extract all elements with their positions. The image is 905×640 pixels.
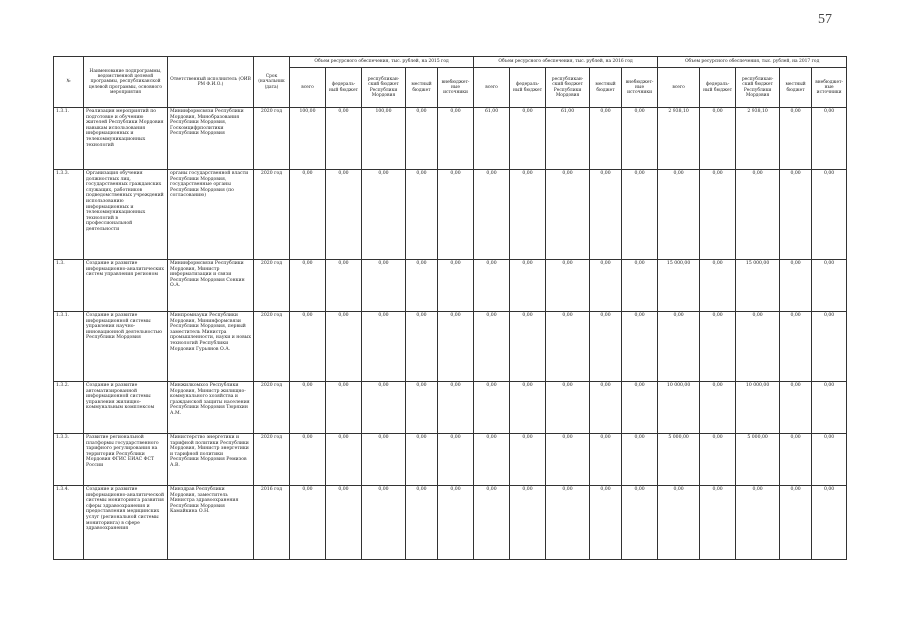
header-group-2017: Объем ресурсного обеспечения, тыс. рублей, на 2017 год [658, 57, 847, 68]
row-number: 1.3.4. [54, 486, 84, 560]
row-value: 0,00 [406, 486, 438, 560]
table-row [54, 108, 847, 170]
row-responsible: Минпромнауки Республики Мордовия, Мининформсвязи Республики Мордовия, первый заместитель Министра промышленности, науки и новых технологий Республики Мордовия Гурьянов О.А. [168, 312, 254, 382]
row-value: 0,00 [736, 312, 780, 382]
header-sub: республикан-ский бюджет Республики Мордовия [546, 68, 590, 108]
row-value: 0,00 [658, 170, 700, 260]
row-value: 0,00 [780, 170, 812, 260]
row-value: 0,00 [510, 486, 546, 560]
row-value: 0,00 [362, 260, 406, 312]
row-value: 0,00 [780, 108, 812, 170]
row-value: 0,00 [326, 260, 362, 312]
header-name: Наименование подпрограммы, ведомственной целевой программы, республиканской целевой программы, основного мероприятия [84, 57, 168, 108]
row-name: Создание и развитие информационно-аналитической системы мониторинга развития сферы здравоохранения и предоставления медицинских услуг (региональной системы мониторинга) в сфере здравоохранения [84, 486, 168, 560]
row-name: Создание и развитие информационной системы управления научно-инновационной деятельностью Республики Мордовия [84, 312, 168, 382]
row-value: 0,00 [362, 434, 406, 486]
row-value: 0,00 [780, 312, 812, 382]
row-value: 0,00 [406, 382, 438, 434]
row-number: 1.3.1. [54, 312, 84, 382]
row-value: 0,00 [700, 434, 736, 486]
header-sub: местный бюджет [780, 68, 812, 108]
row-value: 0,00 [622, 434, 658, 486]
row-value: 0,00 [290, 312, 326, 382]
row-value: 0,00 [812, 312, 847, 382]
row-value: 0,00 [622, 486, 658, 560]
row-number: 1.3.2. [54, 382, 84, 434]
row-value: 0,00 [812, 434, 847, 486]
header-sub: внебюджет-ные источники [622, 68, 658, 108]
row-value: 0,00 [546, 260, 590, 312]
row-value: 5 000,00 [736, 434, 780, 486]
row-value: 0,00 [812, 260, 847, 312]
row-value: 0,00 [812, 486, 847, 560]
row-value: 0,00 [546, 486, 590, 560]
row-value: 0,00 [438, 108, 474, 170]
row-value: 15 000,00 [658, 260, 700, 312]
row-value: 0,00 [406, 260, 438, 312]
row-value: 0,00 [622, 108, 658, 170]
row-value: 0,00 [780, 260, 812, 312]
row-number: 1.3.1. [54, 108, 84, 170]
row-value: 0,00 [474, 260, 510, 312]
header-sub: федераль-ный бюджет [700, 68, 736, 108]
row-value: 0,00 [474, 312, 510, 382]
header-group-2015: Объем ресурсного обеспечения, тыс. рублей, на 2015 год [290, 57, 474, 68]
row-value: 0,00 [290, 382, 326, 434]
row-value: 0,00 [622, 312, 658, 382]
row-value: 0,00 [812, 382, 847, 434]
row-value: 0,00 [546, 312, 590, 382]
header-term: Срок (начальник (дата) [254, 57, 290, 108]
row-value: 0,00 [590, 260, 622, 312]
row-value: 0,00 [812, 108, 847, 170]
header-no: № [54, 57, 84, 108]
row-term: 2020 год [254, 260, 290, 312]
row-value: 0,00 [658, 486, 700, 560]
table-row [54, 434, 847, 486]
header-sub: всего [290, 68, 326, 108]
row-value: 10 000,00 [736, 382, 780, 434]
row-value: 0,00 [326, 170, 362, 260]
row-value: 0,00 [362, 486, 406, 560]
row-value: 0,00 [438, 312, 474, 382]
row-value: 0,00 [736, 170, 780, 260]
row-value: 0,00 [622, 170, 658, 260]
row-name: Реализация мероприятий по подготовке и обучению жителей Республики Мордовия навыкам использования информационных и телекоммуникационных технологий [84, 108, 168, 170]
row-value: 0,00 [474, 486, 510, 560]
header-group-2016: Объем ресурсного обеспечения, тыс. рублей, на 2016 год [474, 57, 658, 68]
row-value: 0,00 [474, 382, 510, 434]
row-term: 2020 год [254, 108, 290, 170]
row-value: 0,00 [326, 312, 362, 382]
header-sub: местный бюджет [406, 68, 438, 108]
row-responsible: органы государственной власти Республики Мордовия, государственные органы Республики Мордовия (по согласованию) [168, 170, 254, 260]
table-row [54, 170, 847, 260]
header-sub: внебюджет-ные источники [812, 68, 847, 108]
row-value: 0,00 [780, 486, 812, 560]
row-value: 0,00 [590, 486, 622, 560]
row-responsible: Минжилкомхоз Республики Мордовия, Министр жилищно-коммунального хозяйства и гражданской защиты населения Республики Мордовия Тюряхин А.М. [168, 382, 254, 434]
table-row [54, 382, 847, 434]
row-value: 0,00 [406, 312, 438, 382]
row-value: 0,00 [546, 170, 590, 260]
row-value: 0,00 [546, 434, 590, 486]
row-value: 0,00 [590, 108, 622, 170]
row-responsible: Министерство энергетики и тарифной политики Республики Мордовия, Министр энергетики и тарифной политики Республики Мордовия Ремизов А.В. [168, 434, 254, 486]
row-value: 0,00 [622, 260, 658, 312]
row-value: 100,00 [362, 108, 406, 170]
header-sub: местный бюджет [590, 68, 622, 108]
row-value: 0,00 [510, 434, 546, 486]
row-value: 0,00 [700, 382, 736, 434]
header-sub: федераль-ный бюджет [510, 68, 546, 108]
table-header [54, 57, 847, 108]
row-value: 0,00 [362, 382, 406, 434]
row-value: 2 938,10 [658, 108, 700, 170]
row-value: 0,00 [590, 170, 622, 260]
row-value: 100,00 [290, 108, 326, 170]
row-number: 1.3.3. [54, 434, 84, 486]
row-value: 0,00 [658, 312, 700, 382]
row-value: 0,00 [510, 108, 546, 170]
row-value: 61,00 [474, 108, 510, 170]
row-value: 0,00 [780, 434, 812, 486]
row-value: 0,00 [546, 382, 590, 434]
row-value: 0,00 [438, 486, 474, 560]
row-term: 2016 год [254, 486, 290, 560]
row-value: 0,00 [406, 108, 438, 170]
row-value: 0,00 [590, 382, 622, 434]
row-value: 0,00 [326, 434, 362, 486]
row-term: 2020 год [254, 382, 290, 434]
table-body [54, 108, 847, 560]
row-value: 0,00 [700, 486, 736, 560]
row-name: Создание и развитие автоматизированной информационной системы управления жилищно-коммунальным комплексом [84, 382, 168, 434]
table-row [54, 260, 847, 312]
row-name: Организация обучения должностных лиц, государственных гражданских служащих, работников подведомственных учреждений использованию информационных и телекоммуникационных технологий в профессиональной деятельности [84, 170, 168, 260]
row-value: 0,00 [290, 486, 326, 560]
row-responsible: Мининформсвязи Республики Мордовия, Минобразования Республики Мордовия, Госкомцифрполитики Республики Мордовия [168, 108, 254, 170]
row-name: Создание и развитие информационно-аналитических систем управления регионом [84, 260, 168, 312]
row-name: Развитие региональной платформы государственного тарифного регулирования на территории Республики Мордовия ФГИС ЕИАС ФСТ России [84, 434, 168, 486]
row-term: 2020 год [254, 434, 290, 486]
row-value: 0,00 [510, 260, 546, 312]
row-number: 1.3.3. [54, 170, 84, 260]
row-value: 0,00 [290, 434, 326, 486]
row-value: 0,00 [700, 170, 736, 260]
row-value: 10 000,00 [658, 382, 700, 434]
row-value: 0,00 [290, 260, 326, 312]
row-value: 0,00 [700, 108, 736, 170]
row-value: 0,00 [510, 382, 546, 434]
table-row [54, 312, 847, 382]
row-value: 5 000,00 [658, 434, 700, 486]
row-value: 0,00 [736, 486, 780, 560]
row-value: 61,00 [546, 108, 590, 170]
row-value: 0,00 [406, 170, 438, 260]
row-value: 0,00 [362, 170, 406, 260]
header-responsible: Ответственный исполнитель (ОИВ РМ Ф.И.О.) [168, 57, 254, 108]
row-value: 0,00 [474, 170, 510, 260]
row-term: 2020 год [254, 312, 290, 382]
header-sub: всего [658, 68, 700, 108]
row-value: 0,00 [326, 382, 362, 434]
header-sub: республикан-ский бюджет Республики Мордовия [736, 68, 780, 108]
row-responsible: Мининформсвязи Республики Мордовия, Министр информатизации и связи Республики Мордовия Сонкин О.А. [168, 260, 254, 312]
row-term: 2020 год [254, 170, 290, 260]
row-responsible: Минздрав Республики Мордовия, заместитель Министра здравоохранения Республики Мордовия Камайкина О.Н. [168, 486, 254, 560]
row-value: 0,00 [510, 312, 546, 382]
row-value: 0,00 [700, 260, 736, 312]
row-value: 0,00 [474, 434, 510, 486]
row-value: 0,00 [326, 108, 362, 170]
header-sub: внебюджет-ные источники [438, 68, 474, 108]
row-value: 0,00 [590, 312, 622, 382]
resource-table [53, 56, 847, 560]
row-value: 0,00 [438, 382, 474, 434]
table-row [54, 486, 847, 560]
page-number: 57 [818, 12, 832, 27]
row-value: 0,00 [438, 260, 474, 312]
row-value: 0,00 [510, 170, 546, 260]
header-sub: республикан-ский бюджет Республики Мордовия [362, 68, 406, 108]
row-value: 2 938,10 [736, 108, 780, 170]
row-value: 0,00 [438, 434, 474, 486]
row-value: 0,00 [590, 434, 622, 486]
row-number: 1.3. [54, 260, 84, 312]
header-sub: всего [474, 68, 510, 108]
row-value: 0,00 [290, 170, 326, 260]
row-value: 0,00 [406, 434, 438, 486]
row-value: 0,00 [812, 170, 847, 260]
row-value: 0,00 [700, 312, 736, 382]
row-value: 0,00 [362, 312, 406, 382]
row-value: 15 000,00 [736, 260, 780, 312]
row-value: 0,00 [326, 486, 362, 560]
row-value: 0,00 [622, 382, 658, 434]
row-value: 0,00 [780, 382, 812, 434]
row-value: 0,00 [438, 170, 474, 260]
header-sub: федераль-ный бюджет [326, 68, 362, 108]
